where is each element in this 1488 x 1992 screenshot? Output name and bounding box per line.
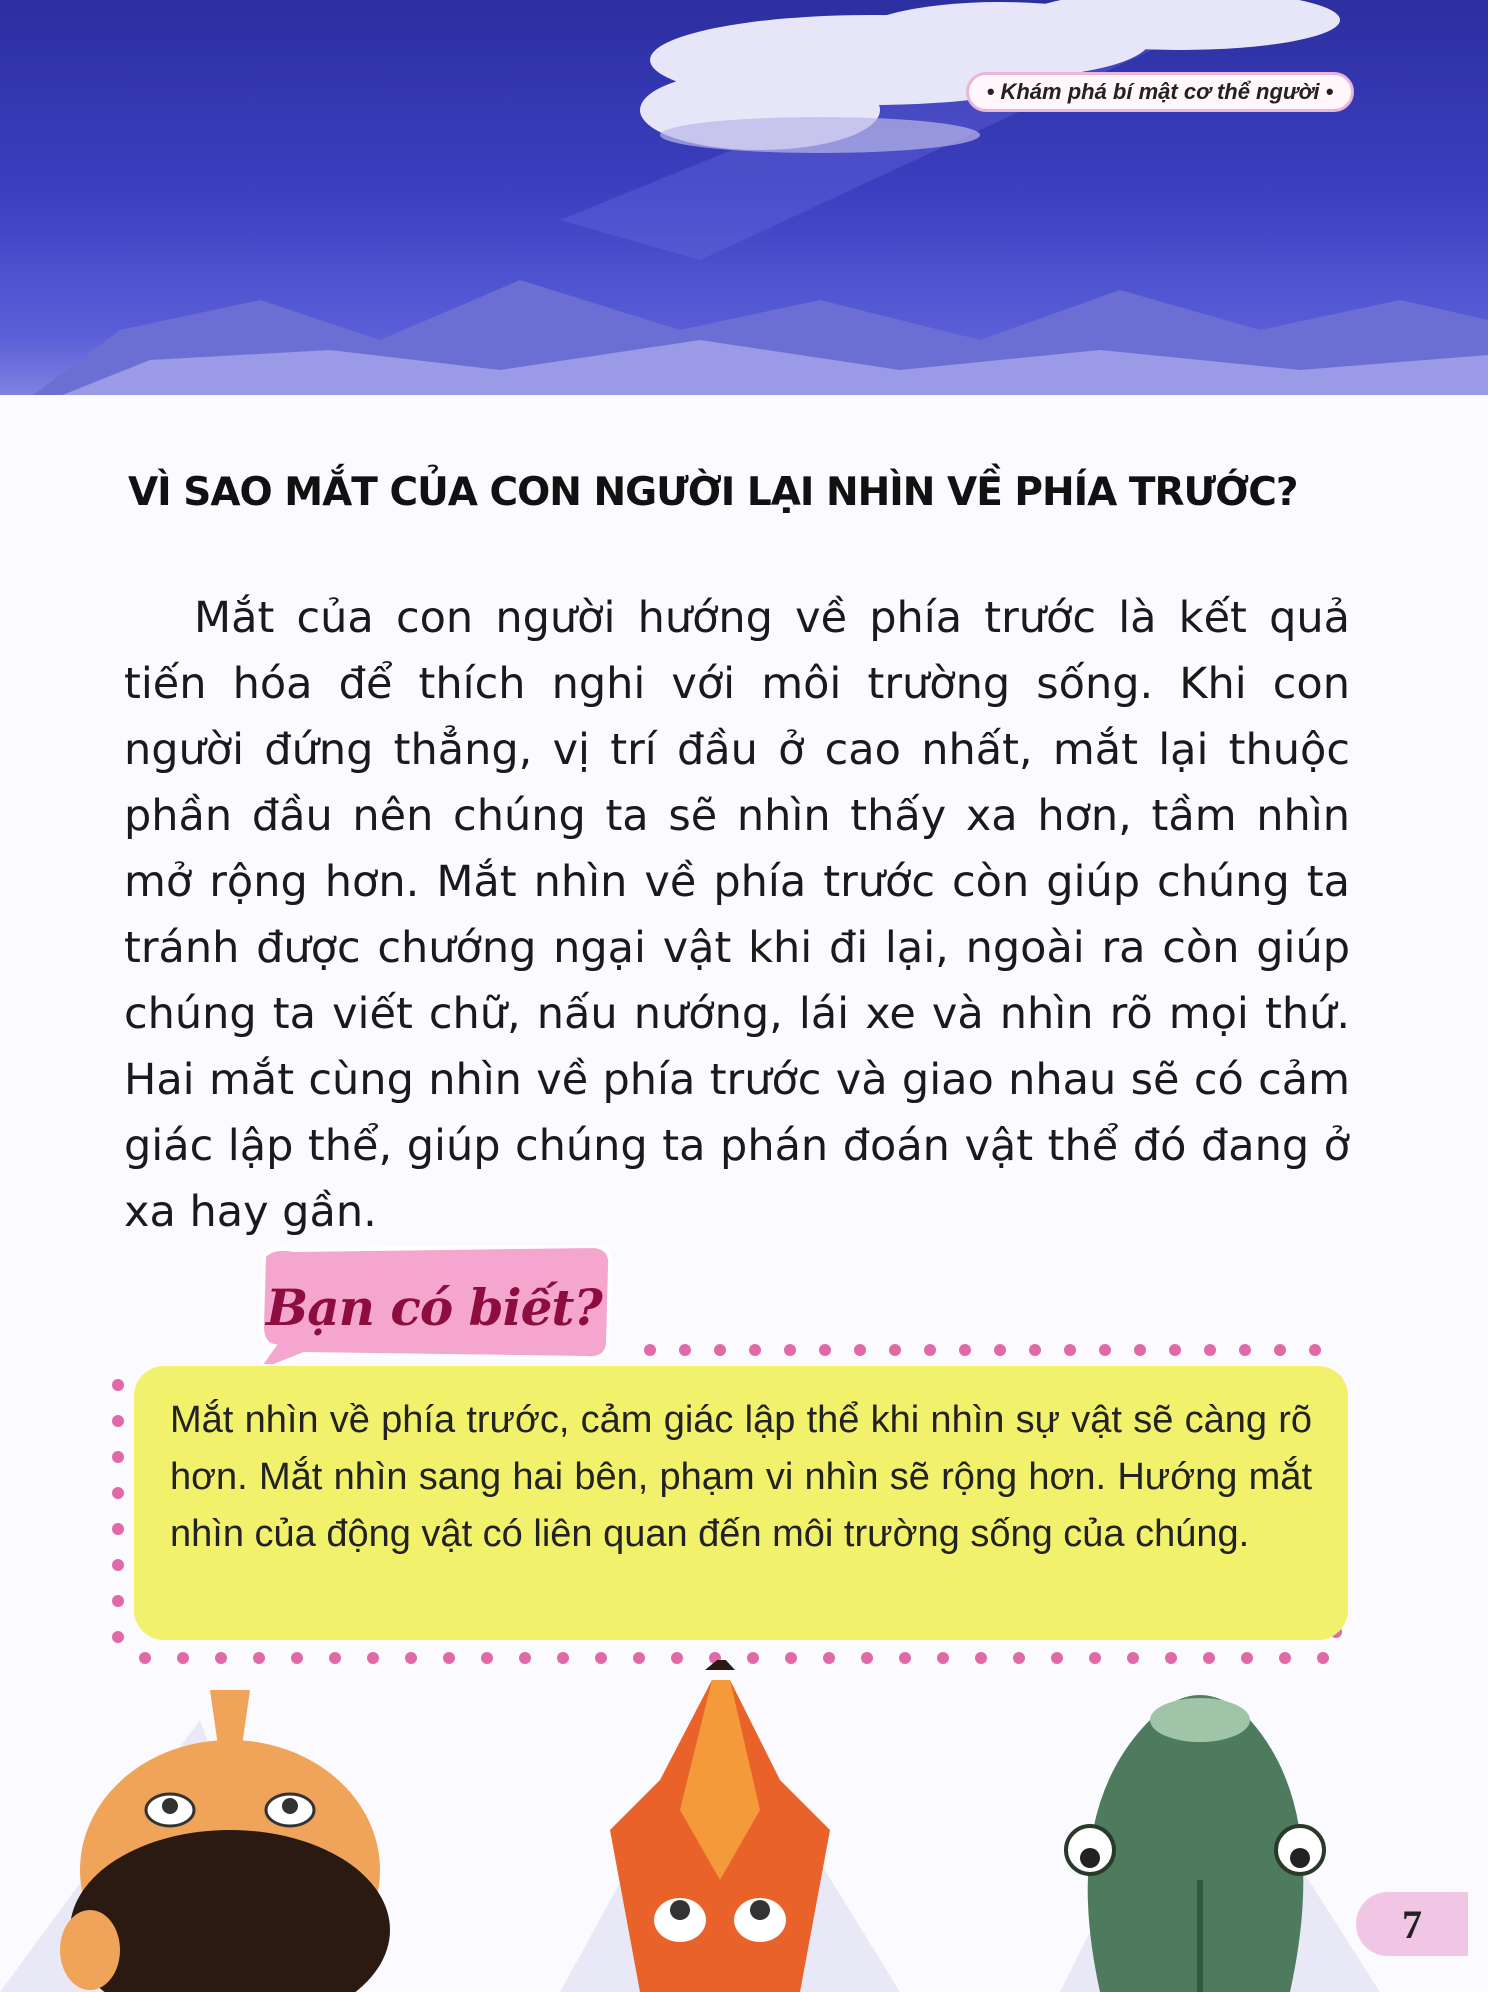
frame-dot [112, 1487, 124, 1499]
frame-dot [112, 1415, 124, 1427]
fox-character [610, 1660, 830, 1992]
article-title: VÌ SAO MẮT CỦA CON NGƯỜI LẠI NHÌN VỀ PHÍA TRƯỚC? [128, 470, 1298, 515]
frame-dot [679, 1344, 691, 1356]
frame-dot [112, 1595, 124, 1607]
did-you-know-box [134, 1366, 1348, 1640]
frame-dot [112, 1379, 124, 1391]
frame-dot [1029, 1344, 1041, 1356]
page-number: 7 [1356, 1892, 1468, 1956]
frame-dot [819, 1344, 831, 1356]
boy-character [60, 1690, 390, 1992]
frame-dot [112, 1451, 124, 1463]
frame-dot [924, 1344, 936, 1356]
frame-dot [1169, 1344, 1181, 1356]
frame-dot [749, 1344, 761, 1356]
fish-character [1066, 1695, 1324, 1992]
did-you-know-label: Bạn có biết? [266, 1278, 602, 1337]
frame-dot [1239, 1344, 1251, 1356]
article-body: Mắt của con người hướng về phía trước là kết quả tiến hóa để thích nghi với môi trường sống. Khi con người đứng thẳng, vị trí đầu ở cao nhất, mắt lại thuộc phần đầu nên chúng ta sẽ nhìn thấy xa hơn, tầm nhìn mở rộng hơn. Mắt nhìn về phía trước còn giúp chúng ta tránh được chướng ngại vật khi đi lại, ngoài ra còn giúp chúng ta viết chữ, nấu nướng, lái xe và nhìn rõ mọi thứ. Hai mắt cùng nhìn về phía trước và giao nhau sẽ có cảm giác lập thể, giúp chúng ta phán đoán vật thể đó đang ở xa hay gần. [124, 593, 1350, 1237]
frame-dot [112, 1523, 124, 1535]
frame-dot [1274, 1344, 1286, 1356]
frame-dot [959, 1344, 971, 1356]
frame-dot [1134, 1344, 1146, 1356]
frame-dot [854, 1344, 866, 1356]
frame-dot [1309, 1344, 1321, 1356]
frame-dot [784, 1344, 796, 1356]
frame-dot [994, 1344, 1006, 1356]
frame-dot [1099, 1344, 1111, 1356]
did-you-know-text: Mắt nhìn về phía trước, cảm giác lập thể khi nhìn sự vật sẽ càng rõ hơn. Mắt nhìn sang hai bên, phạm vi nhìn sẽ rộng hơn. Hướng mắt nhìn của động vật có liên quan đến môi trường sống của chúng. [170, 1399, 1312, 1555]
frame-dot [1204, 1344, 1216, 1356]
frame-dot [112, 1559, 124, 1571]
frame-dot [1064, 1344, 1076, 1356]
frame-dot [714, 1344, 726, 1356]
section-tag: • Khám phá bí mật cơ thể người • [966, 72, 1354, 112]
frame-dot [112, 1631, 124, 1643]
frame-dot [644, 1344, 656, 1356]
characters-illustration [0, 1660, 1488, 1992]
frame-dot [889, 1344, 901, 1356]
